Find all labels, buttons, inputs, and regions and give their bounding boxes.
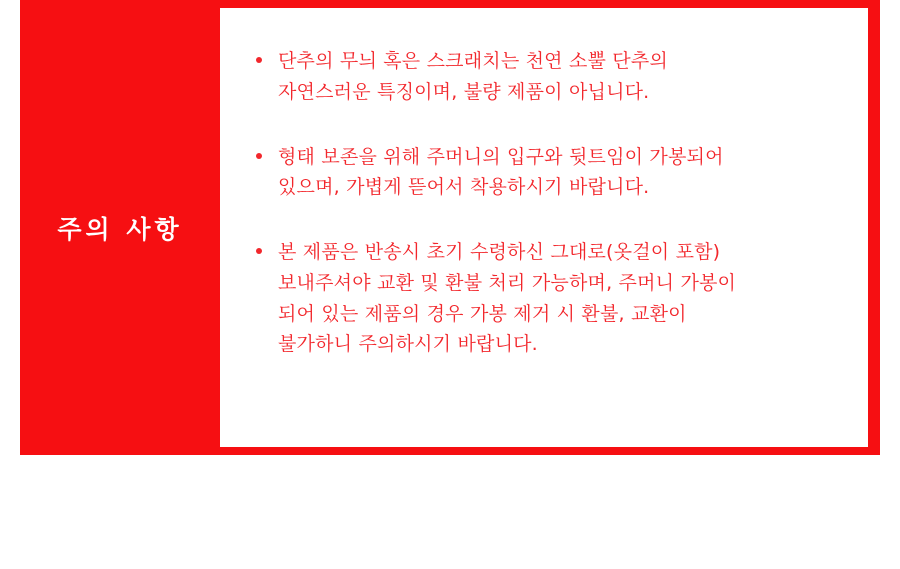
- bullet-icon: [256, 57, 262, 63]
- bullet-icon: [256, 248, 262, 254]
- notice-label-column: [20, 0, 220, 455]
- notice-text-line: 단추의 무늬 혹은 스크래치는 천연 소뿔 단추의: [278, 50, 668, 72]
- notice-text-line: 되어 있는 제품의 경우 가봉 제거 시 환불, 교환이: [278, 302, 687, 325]
- notice-panel: [220, 8, 868, 447]
- bullet-icon: [256, 153, 262, 159]
- notice-text-line: 불가하니 주의하시기 바랍니다.: [278, 333, 538, 356]
- notice-block: [20, 0, 880, 455]
- list-item: [250, 237, 838, 360]
- list-item: [250, 142, 838, 204]
- notice-text-line: 보내주셔야 교환 및 환불 처리 가능하며, 주머니 가봉이: [278, 271, 737, 294]
- notice-title: 주의 사항: [57, 214, 183, 244]
- notice-text-line: 자연스러운 특징이며, 불량 제품이 아닙니다.: [278, 80, 650, 103]
- notice-text-line: 본 제품은 반송시 초기 수령하신 그대로(옷걸이 포함): [278, 241, 721, 264]
- notice-text-line: 형태 보존을 위해 주머니의 입구와 뒷트임이 가봉되어: [278, 145, 724, 168]
- notice-list: [250, 46, 838, 360]
- list-item: [250, 46, 838, 108]
- notice-text-line: 있으며, 가볍게 뜯어서 착용하시기 바랍니다.: [278, 176, 650, 199]
